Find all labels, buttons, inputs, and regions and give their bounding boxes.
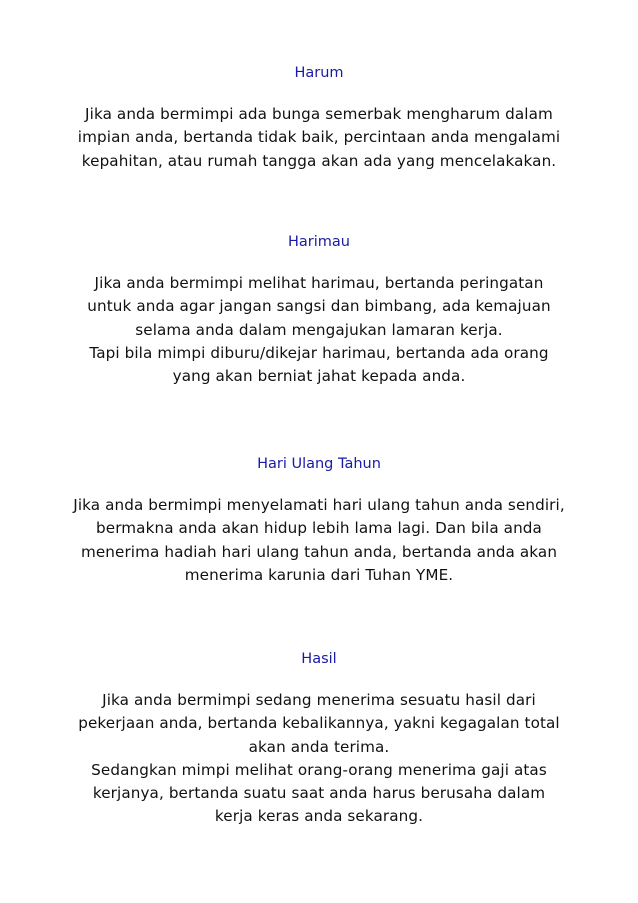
entry-hari-ulang-tahun — [0, 455, 638, 587]
entry-body — [0, 272, 638, 388]
body-line: Sedangkan mimpi melihat orang-orang menerima gaji atas — [91, 760, 547, 779]
body-line: Tapi bila mimpi diburu/dikejar harimau, bertanda ada orang — [89, 343, 549, 362]
body-line: menerima karunia dari Tuhan YME. — [184, 565, 454, 584]
body-line: Jika anda bermimpi melihat harimau, bertanda peringatan — [94, 274, 544, 292]
entry-body — [0, 103, 638, 173]
body-line: yang akan berniat jahat kepada anda. — [172, 367, 466, 386]
body-line: untuk anda agar jangan sangsi dan bimbang, ada kemajuan — [87, 297, 551, 316]
body-line: Jika anda bermimpi ada bunga semerbak mengharum dalam — [85, 105, 553, 123]
entry-title: Harum — [294, 65, 344, 81]
body-line: selama anda dalam mengajukan lamaran kerja. — [135, 320, 503, 339]
entry-harimau — [0, 233, 638, 388]
body-line: pekerjaan anda, bertanda kebalikannya, yakni kegagalan total — [78, 714, 560, 733]
body-line: impian anda, bertanda tidak baik, percintaan anda mengalami — [77, 128, 561, 147]
body-line: Jika anda bermimpi sedang menerima sesuatu hasil dari — [102, 691, 536, 709]
body-line: akan anda terima. — [248, 737, 390, 756]
entry-title: Harimau — [288, 234, 350, 250]
entry-body — [0, 494, 638, 587]
entry-hasil — [0, 650, 638, 829]
entry-harum — [0, 64, 638, 173]
body-line: bermakna anda akan hidup lebih lama lagi. Dan bila anda — [96, 519, 542, 538]
body-line: kerjanya, bertanda suatu saat anda harus berusaha dalam — [92, 784, 546, 803]
entry-title: Hari Ulang Tahun — [257, 456, 381, 472]
body-line: menerima hadiah hari ulang tahun anda, bertanda anda akan — [80, 542, 558, 561]
body-line: kepahitan, atau rumah tangga akan ada yang mencelakakan. — [81, 151, 557, 170]
body-line: kerja keras anda sekarang. — [214, 807, 424, 826]
body-line: Jika anda bermimpi menyelamati hari ulang tahun anda sendiri, — [73, 496, 565, 514]
entry-title: Hasil — [301, 651, 337, 667]
entry-body — [0, 689, 638, 829]
